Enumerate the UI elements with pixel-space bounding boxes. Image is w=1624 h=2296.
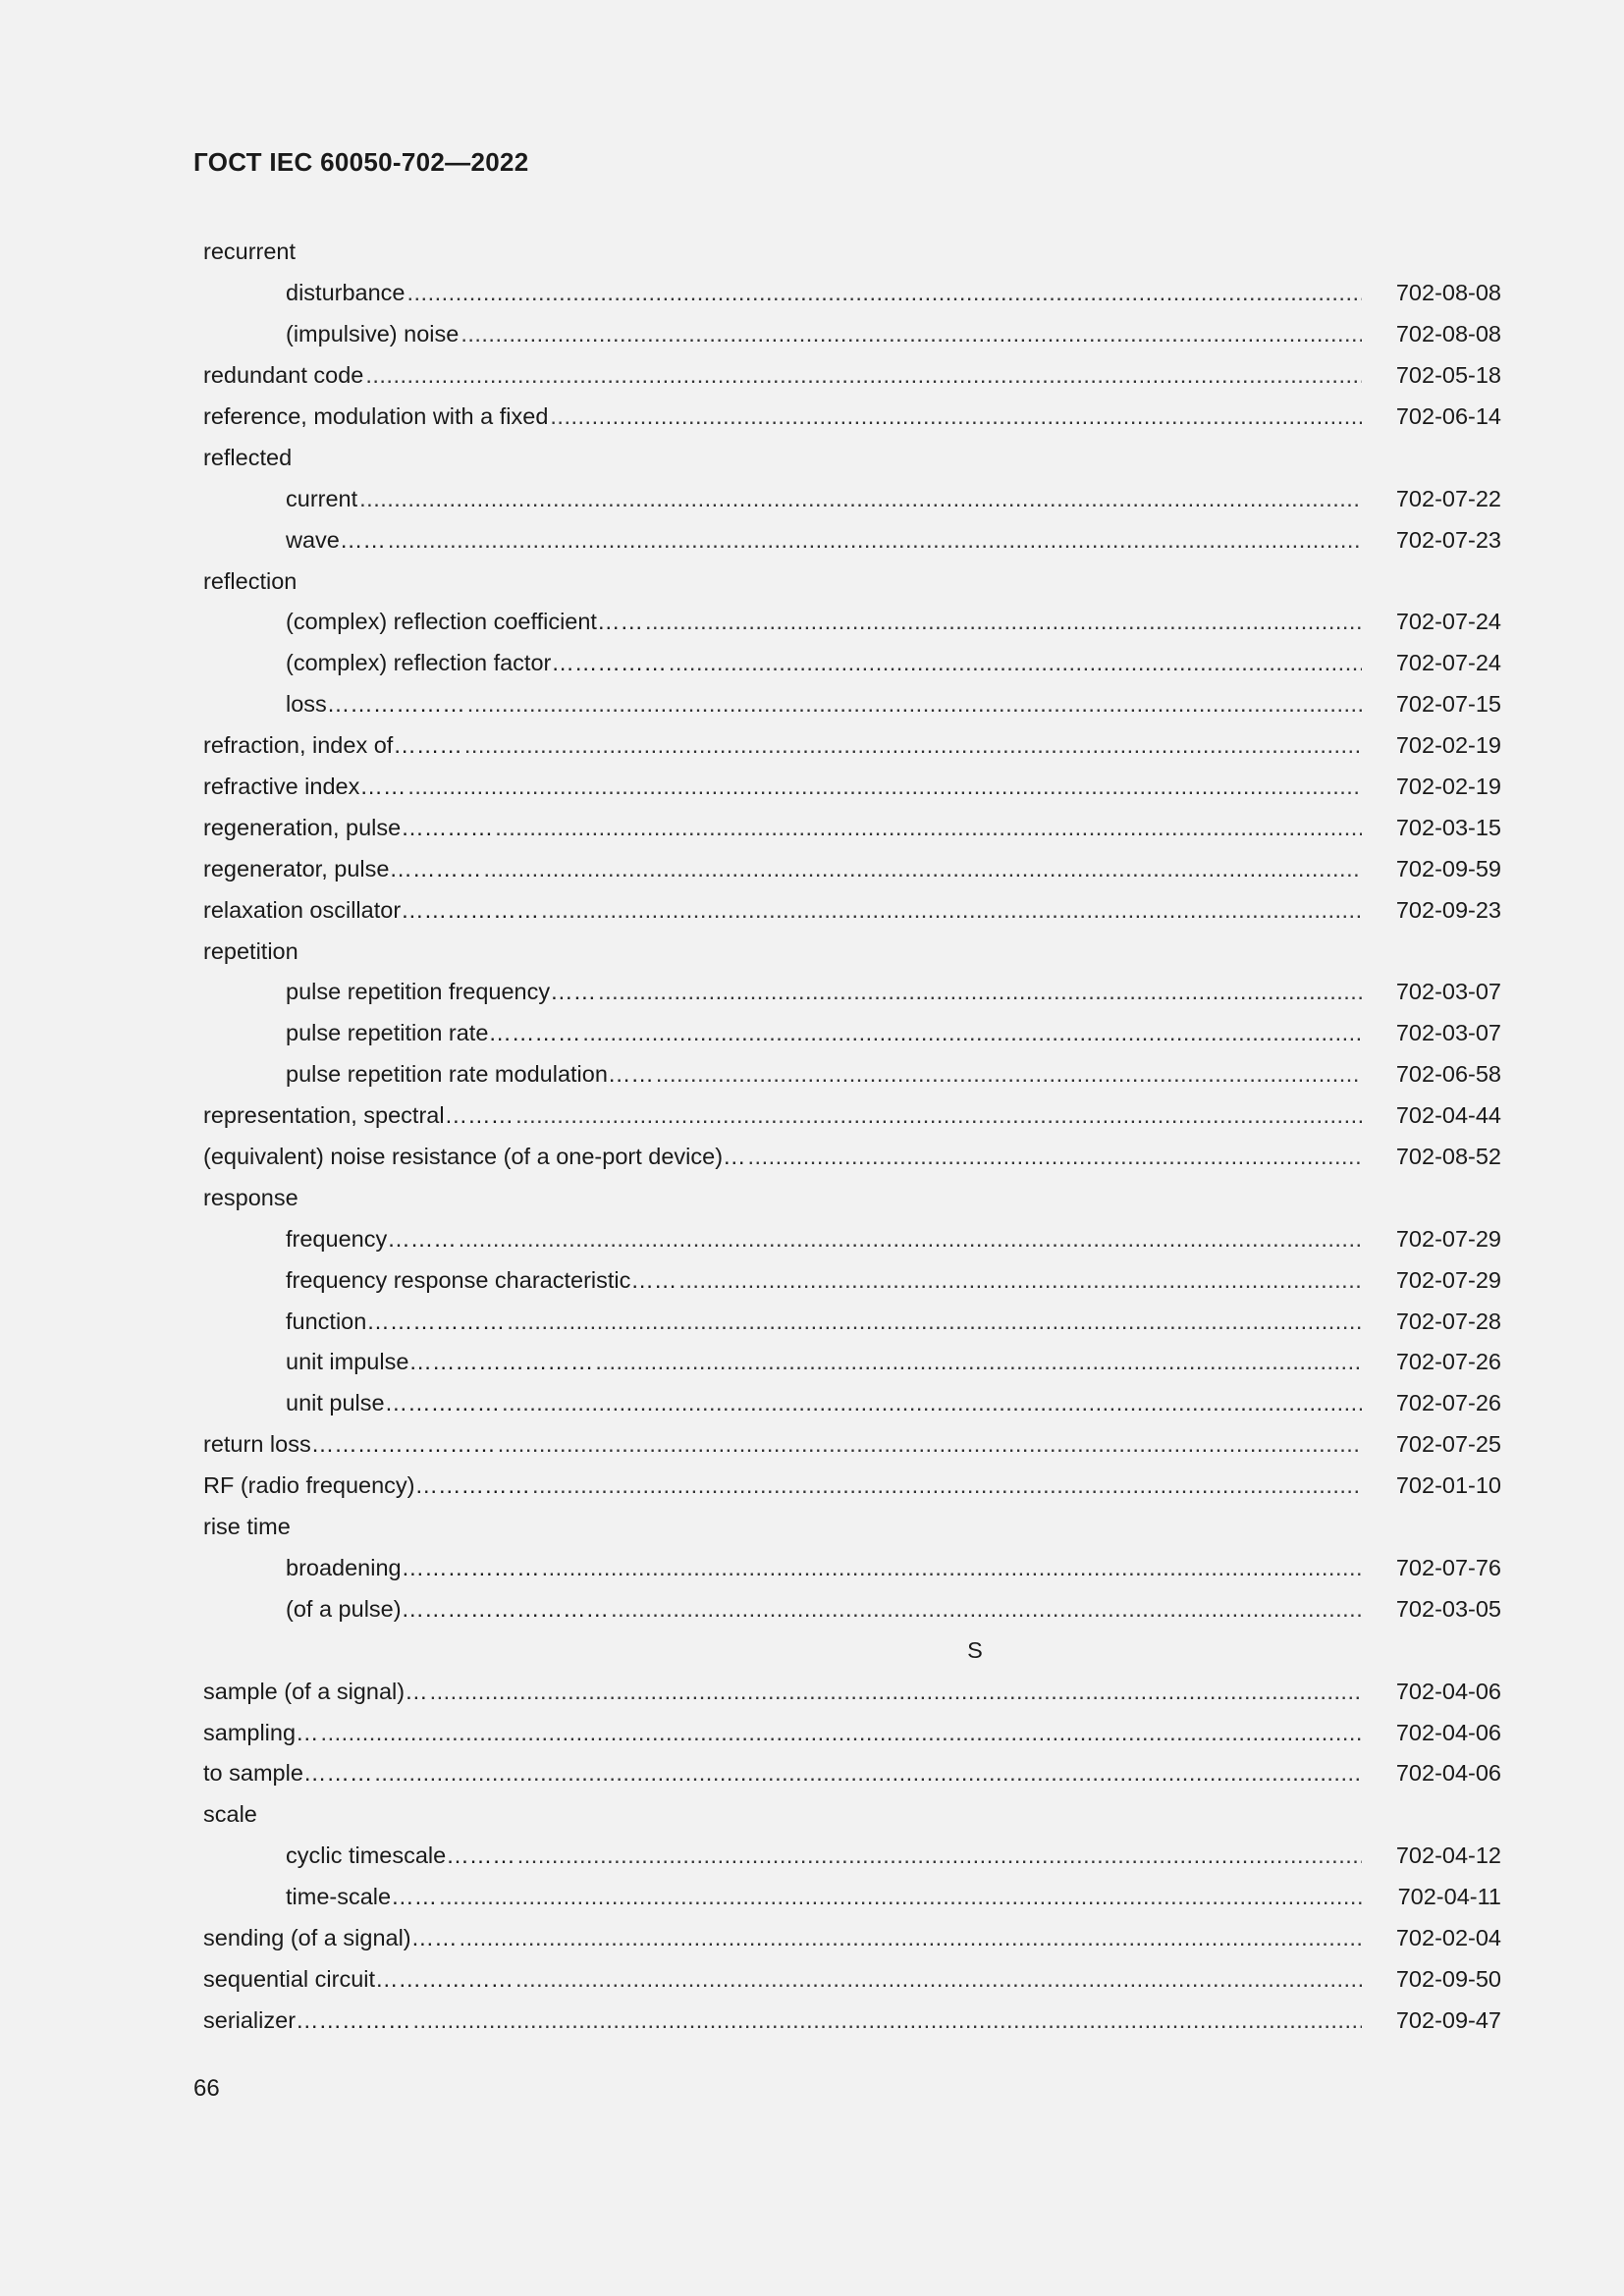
index-entry (203, 1712, 1501, 1753)
index-heading (203, 437, 1501, 478)
index-entry (203, 848, 1501, 889)
dot-leader (439, 1884, 1362, 1910)
index-entry (203, 397, 1501, 438)
entry-reference: 702-04-12 (1395, 1842, 1501, 1869)
entry-term: representation, spectral……… (203, 1102, 514, 1129)
entry-term: return loss…………………… (203, 1431, 496, 1458)
dot-leader (407, 774, 1362, 800)
entry-reference: 702-01-10 (1395, 1472, 1501, 1499)
section-letter-label: S (967, 1636, 983, 1663)
index-entry (203, 1918, 1501, 1959)
dot-leader (430, 1679, 1362, 1705)
index-entry (203, 1424, 1501, 1466)
entry-reference: 702-05-18 (1395, 362, 1501, 389)
dot-leader (515, 1102, 1362, 1129)
entry-term: loss……………… (286, 691, 465, 718)
entry-reference: 702-09-59 (1395, 855, 1501, 881)
entry-reference: 702-07-22 (1395, 485, 1501, 511)
dot-leader (374, 1760, 1362, 1787)
entry-term: sample (of a signal)… (203, 1678, 428, 1704)
dot-leader (541, 897, 1362, 924)
entry-term: (of a pulse)……………………… (286, 1595, 610, 1622)
index-entry (203, 1958, 1501, 2000)
index-entry (203, 1836, 1501, 1877)
index-entry (203, 807, 1501, 848)
entry-term: sequential circuit……………… (203, 1965, 514, 1992)
dot-leader (542, 1555, 1362, 1581)
dot-leader (498, 1431, 1362, 1458)
index-heading (203, 931, 1501, 972)
entry-term: reflection (203, 567, 298, 594)
entry-term: recurrent (203, 239, 297, 265)
entry-reference: 702-07-24 (1395, 650, 1501, 676)
entry-reference: 702-02-19 (1395, 732, 1501, 759)
entry-term: time-scale…… (286, 1884, 438, 1910)
index-entry (203, 684, 1501, 725)
dot-leader (611, 1596, 1362, 1623)
entry-term: sampling… (203, 1719, 319, 1745)
entry-reference: 702-09-23 (1395, 896, 1501, 923)
entry-term: pulse repetition rate modulation…… (286, 1061, 654, 1088)
entry-reference: 702-04-44 (1395, 1102, 1501, 1129)
entry-term: (complex) reflection factor…………… (286, 650, 667, 676)
entry-term: frequency response characteristic…… (286, 1266, 677, 1293)
dot-leader (582, 1020, 1362, 1046)
dot-leader (517, 1842, 1362, 1869)
index-entry (203, 1301, 1501, 1342)
entry-term: refractive index…… (203, 774, 406, 800)
entry-reference: 702-04-06 (1395, 1760, 1501, 1787)
entry-reference: 702-06-14 (1395, 403, 1501, 429)
index-entry (203, 1259, 1501, 1301)
entry-term: relaxation oscillator……………… (203, 896, 540, 923)
index-entry (203, 519, 1501, 561)
dot-leader (495, 815, 1362, 841)
entry-reference: 702-07-26 (1395, 1390, 1501, 1416)
page-number: 66 (193, 2075, 220, 2102)
index-entry (203, 889, 1501, 931)
dot-leader (532, 1472, 1362, 1499)
index-entry (203, 1013, 1501, 1054)
entry-reference: 702-04-11 (1397, 1884, 1501, 1910)
entry-term: (equivalent) noise resistance (of a one-port device)… (203, 1144, 746, 1170)
index-entry (203, 478, 1501, 519)
entry-term: regenerator, pulse………… (203, 855, 482, 881)
entry-reference: 702-07-25 (1395, 1431, 1501, 1458)
entry-reference: 702-07-26 (1395, 1349, 1501, 1375)
entry-term: serializer…………… (203, 2006, 411, 2033)
entry-reference: 702-09-47 (1395, 2006, 1501, 2033)
dot-leader (595, 1349, 1362, 1375)
entry-reference: 702-03-07 (1395, 979, 1501, 1005)
index-heading (203, 561, 1501, 602)
entry-term: response (203, 1184, 298, 1210)
entry-reference: 702-02-04 (1395, 1924, 1501, 1950)
index-entry (203, 767, 1501, 808)
entry-reference: 702-07-24 (1395, 609, 1501, 635)
index-entry (203, 1137, 1501, 1178)
entry-term: disturbance (286, 280, 406, 306)
entry-reference: 702-02-19 (1395, 774, 1501, 800)
dot-leader (459, 1226, 1362, 1253)
index-entry (203, 1218, 1501, 1259)
entry-term: regeneration, pulse………… (203, 814, 494, 840)
entry-reference: 702-06-58 (1395, 1061, 1501, 1088)
entry-term: (impulsive) noise (286, 321, 460, 347)
entry-term: current (286, 485, 358, 511)
entry-reference: 702-03-15 (1395, 814, 1501, 840)
index-entry (203, 1054, 1501, 1095)
entry-reference: 702-08-08 (1395, 321, 1501, 347)
index-entry (203, 1466, 1501, 1507)
index-entry (203, 1383, 1501, 1424)
index-entry (203, 972, 1501, 1013)
dot-leader (359, 486, 1362, 512)
entry-term: wave…… (286, 526, 386, 553)
dot-leader (460, 321, 1362, 347)
entry-reference: 702-03-07 (1395, 1020, 1501, 1046)
entry-reference: 702-03-05 (1395, 1595, 1501, 1622)
entry-reference: 702-07-23 (1395, 526, 1501, 553)
dot-leader (321, 1720, 1362, 1746)
index-heading (203, 1177, 1501, 1218)
entry-term: rise time (203, 1514, 291, 1540)
dot-leader (669, 650, 1362, 676)
index-entry (203, 355, 1501, 397)
index-entry (203, 314, 1501, 355)
dot-leader (413, 2007, 1362, 2034)
entry-term: broadening……………… (286, 1554, 540, 1580)
entry-term: refraction, index of……… (203, 732, 462, 759)
dot-leader (388, 527, 1362, 554)
dot-leader (515, 1966, 1362, 1993)
document-header: ГОСТ IEC 60050-702—2022 (193, 147, 529, 177)
entry-term: unit pulse…………… (286, 1390, 501, 1416)
entry-term: pulse repetition rate………… (286, 1020, 581, 1046)
index-entry (203, 725, 1501, 767)
entry-term: frequency……… (286, 1225, 457, 1252)
entry-term: scale (203, 1801, 257, 1828)
index-heading (203, 232, 1501, 273)
entry-reference: 702-04-06 (1395, 1678, 1501, 1704)
entry-reference: 702-07-15 (1395, 691, 1501, 718)
dot-leader (550, 403, 1362, 430)
entry-reference: 702-07-28 (1395, 1308, 1501, 1334)
entry-term: cyclic timescale……… (286, 1842, 515, 1869)
dot-leader (645, 609, 1362, 635)
dot-leader (483, 856, 1362, 882)
dot-leader (460, 1925, 1362, 1951)
dot-leader (678, 1267, 1362, 1294)
dot-leader (365, 362, 1362, 389)
entry-term: RF (radio frequency)…………… (203, 1472, 530, 1499)
dot-leader (656, 1061, 1362, 1088)
index-entry (203, 1671, 1501, 1712)
entry-term: reference, modulation with a fixed (203, 403, 549, 429)
dot-leader (467, 691, 1362, 718)
dot-leader (748, 1144, 1362, 1170)
index-entry (203, 602, 1501, 643)
index-heading (203, 1794, 1501, 1836)
index-entry (203, 1877, 1501, 1918)
entry-reference: 702-04-06 (1395, 1719, 1501, 1745)
entry-term: to sample……… (203, 1760, 373, 1787)
dot-leader (464, 732, 1362, 759)
index-entry (203, 643, 1501, 684)
entry-term: redundant code (203, 362, 364, 389)
index-entry (203, 273, 1501, 314)
entry-reference: 702-07-29 (1395, 1266, 1501, 1293)
index-entry (203, 1342, 1501, 1383)
dot-leader (507, 1308, 1362, 1335)
index-entry (203, 1588, 1501, 1629)
entry-term: pulse repetition frequency…… (286, 979, 597, 1005)
index-heading (203, 1507, 1501, 1548)
entry-reference: 702-07-29 (1395, 1225, 1501, 1252)
entry-term: reflected (203, 444, 293, 470)
entry-term: repetition (203, 937, 298, 964)
index-entry (203, 1548, 1501, 1589)
dot-leader (502, 1390, 1362, 1416)
entry-reference: 702-09-50 (1395, 1965, 1501, 1992)
index-entry (203, 1095, 1501, 1137)
entry-term: (complex) reflection coefficient…… (286, 609, 643, 635)
entry-reference: 702-08-08 (1395, 280, 1501, 306)
entry-term: unit impulse…………………… (286, 1349, 594, 1375)
dot-leader (407, 280, 1363, 306)
index-entry (203, 1753, 1501, 1794)
term-index (203, 232, 1501, 2041)
section-letter (203, 1629, 1501, 1671)
entry-term: sending (of a signal)…… (203, 1924, 458, 1950)
entry-reference: 702-07-76 (1395, 1554, 1501, 1580)
index-entry (203, 2000, 1501, 2041)
dot-leader (598, 979, 1362, 1005)
entry-term: function……………… (286, 1308, 506, 1334)
entry-reference: 702-08-52 (1395, 1144, 1501, 1170)
